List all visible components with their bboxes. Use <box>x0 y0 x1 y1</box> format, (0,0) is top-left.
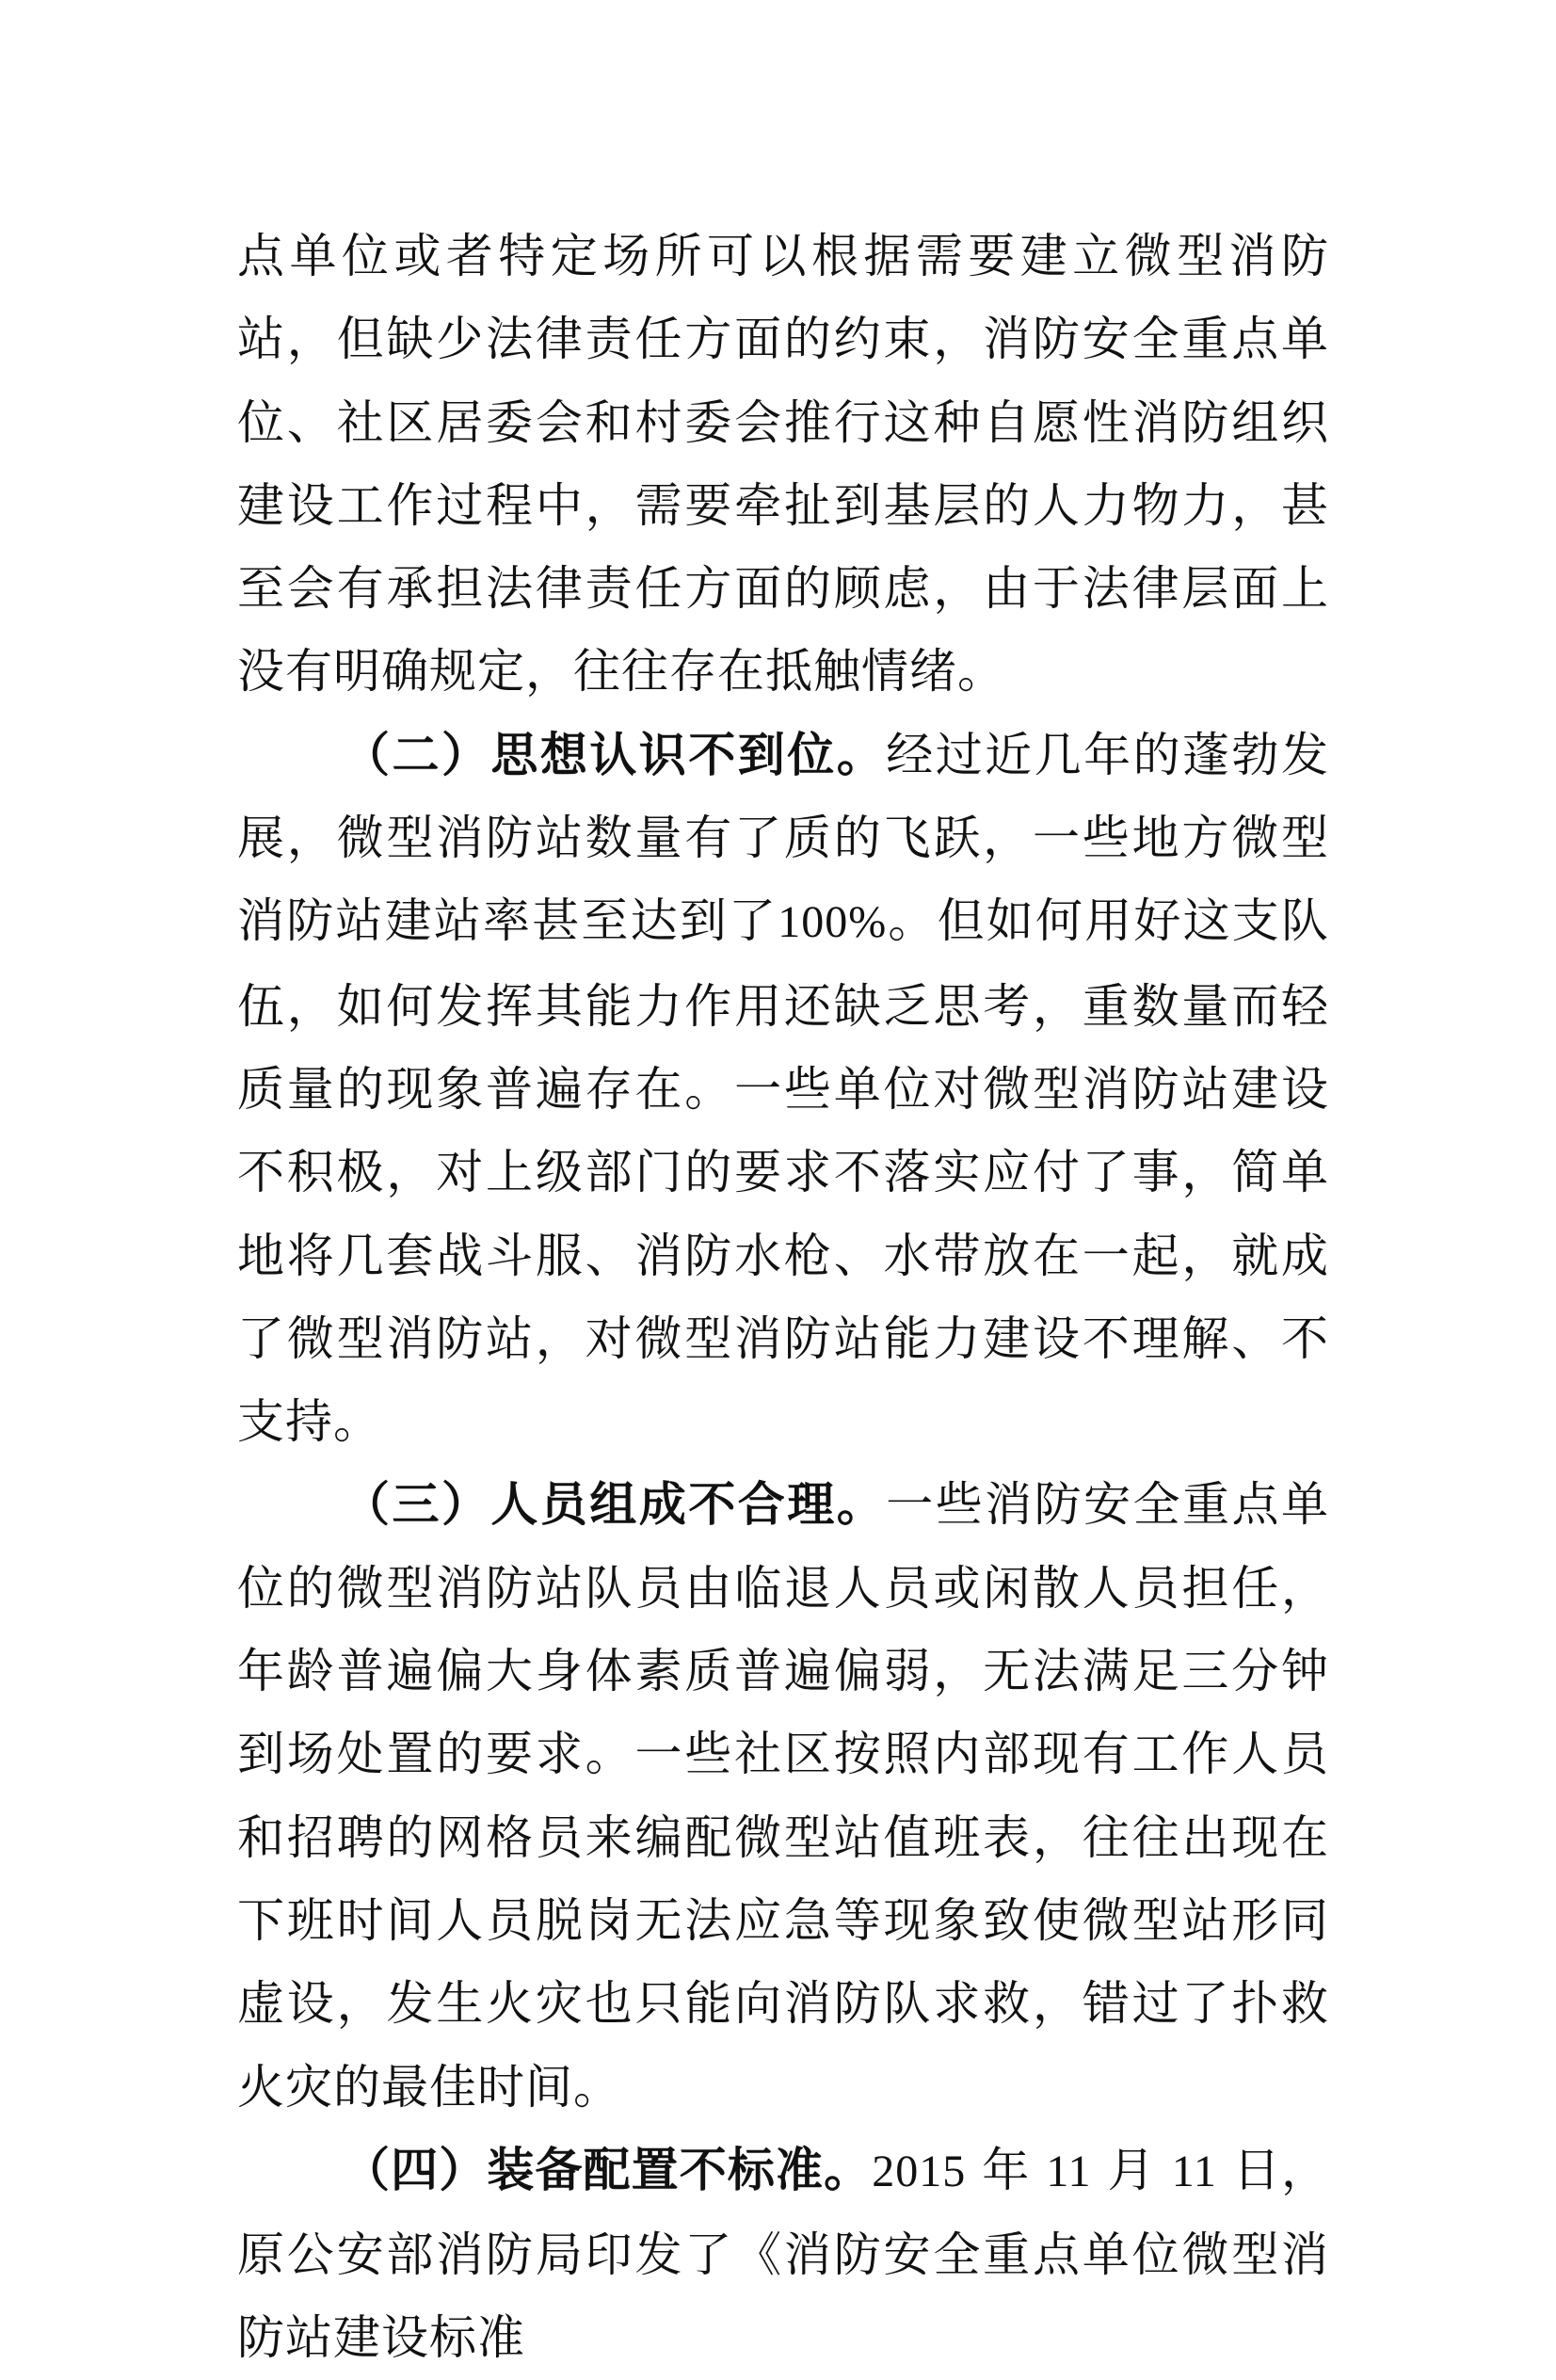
date-year-unit: 年 <box>982 2142 1031 2197</box>
paragraph-text: 。但如何用好这支队伍，如何发挥其能力作用还缺乏思考，重数量而轻质量的现象普遍存在。一些单位对微型消防站建设不积极，对上级部门的要求不落实应付了事，简单地将几套战斗服、消防水枪、水带放在一起，就成了微型消防站，对微型消防站能力建设不理解、不支持。 <box>237 893 1330 1450</box>
paragraph-text: 经过近几年的蓬勃发展，微型消防站数量有了质的飞跃，一些地方微型消防站建站率甚至达到了 <box>237 727 1330 949</box>
date-year: 2015 <box>872 2146 967 2196</box>
date-day: 11 <box>1171 2146 1217 2196</box>
paragraph-text: 日，原公安部消防局印发了《消防安全重点单位微型消防站建设标准 <box>237 2142 1330 2366</box>
section-heading: （二）思想认识不到位。 <box>343 727 887 782</box>
paragraph-text: 点单位或者特定场所可以根据需要建立微型消防站，但缺少法律责任方面的约束，消防安全重点单位、社区居委会和村委会推行这种自愿性消防组织建设工作过程中，需要牵扯到基层的人力物力，甚至会有承担法律责任方面的顾虑，由于法律层面上没有明确规定，往往存在抵触情绪。 <box>237 229 1329 700</box>
paragraph-section-4 <box>237 2129 1329 2380</box>
percentage-value: 100% <box>778 897 888 948</box>
paragraph-section-2 <box>237 714 1329 1464</box>
document-body <box>237 215 1329 2380</box>
date-month-unit: 月 <box>1107 2142 1156 2197</box>
paragraph-continuation <box>237 215 1329 714</box>
date-month: 11 <box>1046 2146 1092 2196</box>
section-heading: （三）人员组成不合理。 <box>343 1477 887 1533</box>
paragraph-section-3 <box>237 1463 1329 2128</box>
section-heading: （四）装备配置不标准。 <box>343 2142 873 2197</box>
paragraph-text: 一些消防安全重点单位的微型消防站队员由临退人员或闲散人员担任，年龄普遍偏大身体素质普遍偏弱，无法满足三分钟到场处置的要求。一些社区按照内部现有工作人员和招聘的网格员来编配微型站值班表，往往出现在下班时间人员脱岗无法应急等现象致使微型站形同虚设，发生火灾也只能向消防队求救，错过了扑救火灾的最佳时间。 <box>237 1477 1330 2115</box>
